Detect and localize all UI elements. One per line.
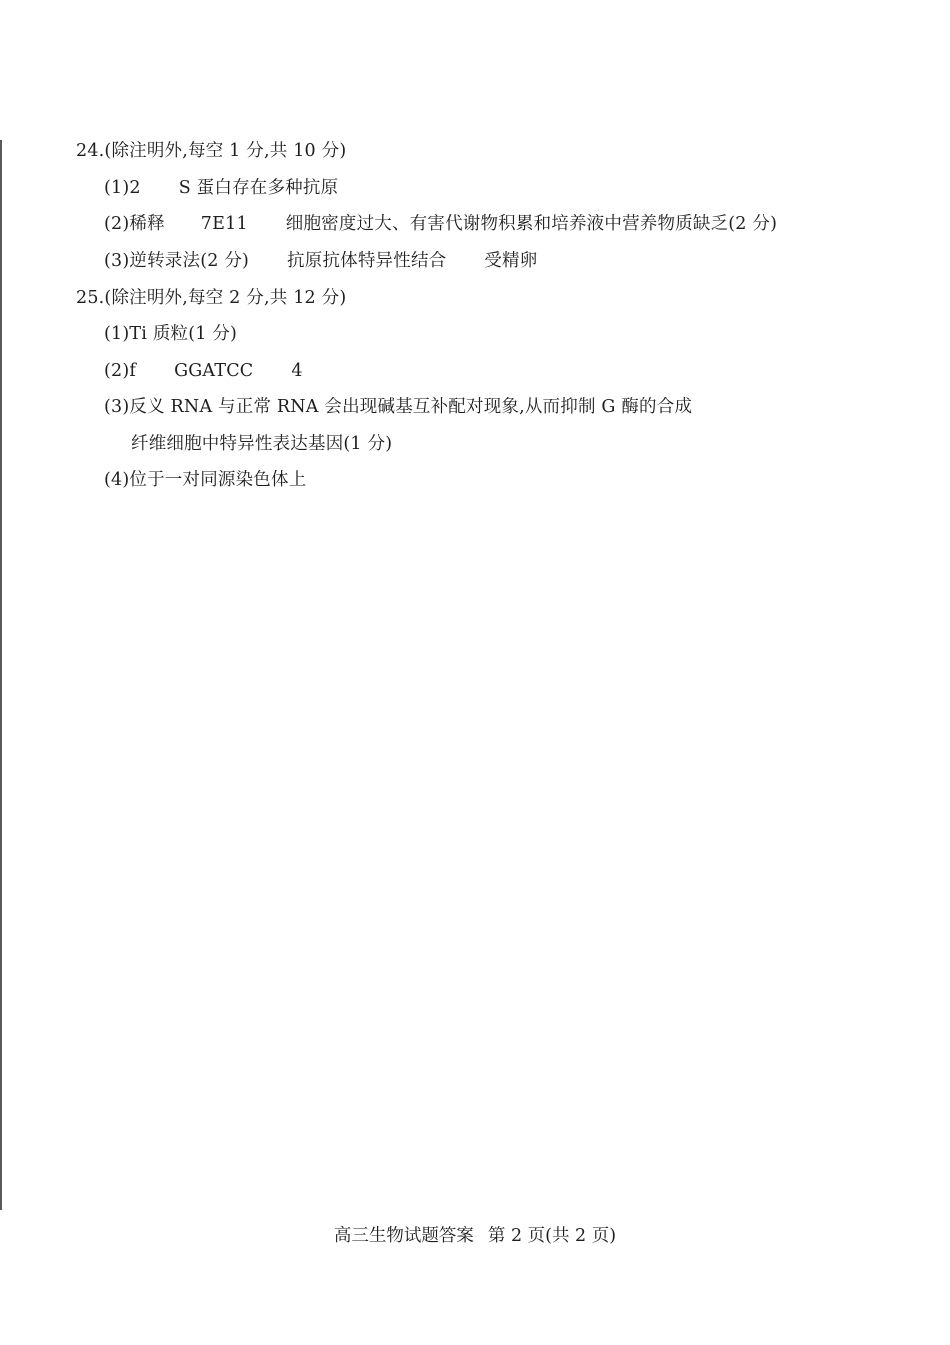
q25-part2-answer-a: GGATCC xyxy=(174,361,254,381)
q25-part1-label: (1)Ti 质粒(1 分) xyxy=(104,324,238,344)
q25-part3-label: (3)反义 RNA 与正常 RNA 会出现碱基互补配对现象,从而抑制 G 酶的合成 xyxy=(104,397,693,417)
q24-part3-answer-b: 受精卵 xyxy=(484,251,538,271)
q24-title: 24.(除注明外,每空 1 分,共 10 分) xyxy=(76,141,347,161)
q25-part4-label: (4)位于一对同源染色体上 xyxy=(104,470,307,490)
q24-part1-label: (1)2 xyxy=(104,178,141,198)
q25-part3 xyxy=(104,396,692,418)
q25-part2-answer-b: 4 xyxy=(291,361,303,381)
q24-part2-answer-b: 细胞密度过大、有害代谢物积累和培养液中营养物质缺乏(2 分) xyxy=(285,214,778,234)
q24-part1-answer: S 蛋白存在多种抗原 xyxy=(178,178,339,198)
q24-part2-answer-a: 7E11 xyxy=(200,214,248,234)
footer-title: 高三生物试题答案 xyxy=(333,1226,474,1246)
q24-part3-answer-a: 抗原抗体特异性结合 xyxy=(287,251,447,271)
q24-part3-label: (3)逆转录法(2 分) xyxy=(104,251,250,271)
q25-part1 xyxy=(104,323,237,345)
q25-part3-continuation: 纤维细胞中特异性表达基因(1 分) xyxy=(131,434,393,454)
footer-page-number: 第 2 页(共 2 页) xyxy=(487,1226,617,1246)
left-margin-rule xyxy=(0,140,2,1210)
q25-part2 xyxy=(104,360,303,382)
q24-part2 xyxy=(104,213,777,235)
q25-part2-label: (2)f xyxy=(104,361,137,381)
page-footer xyxy=(0,1225,950,1247)
q25-title: 25.(除注明外,每空 2 分,共 12 分) xyxy=(76,288,347,308)
q24-part3 xyxy=(104,250,537,272)
q24-part2-label: (2)稀释 xyxy=(104,214,165,234)
q25-part4 xyxy=(104,469,306,491)
q24-part1 xyxy=(104,177,338,199)
